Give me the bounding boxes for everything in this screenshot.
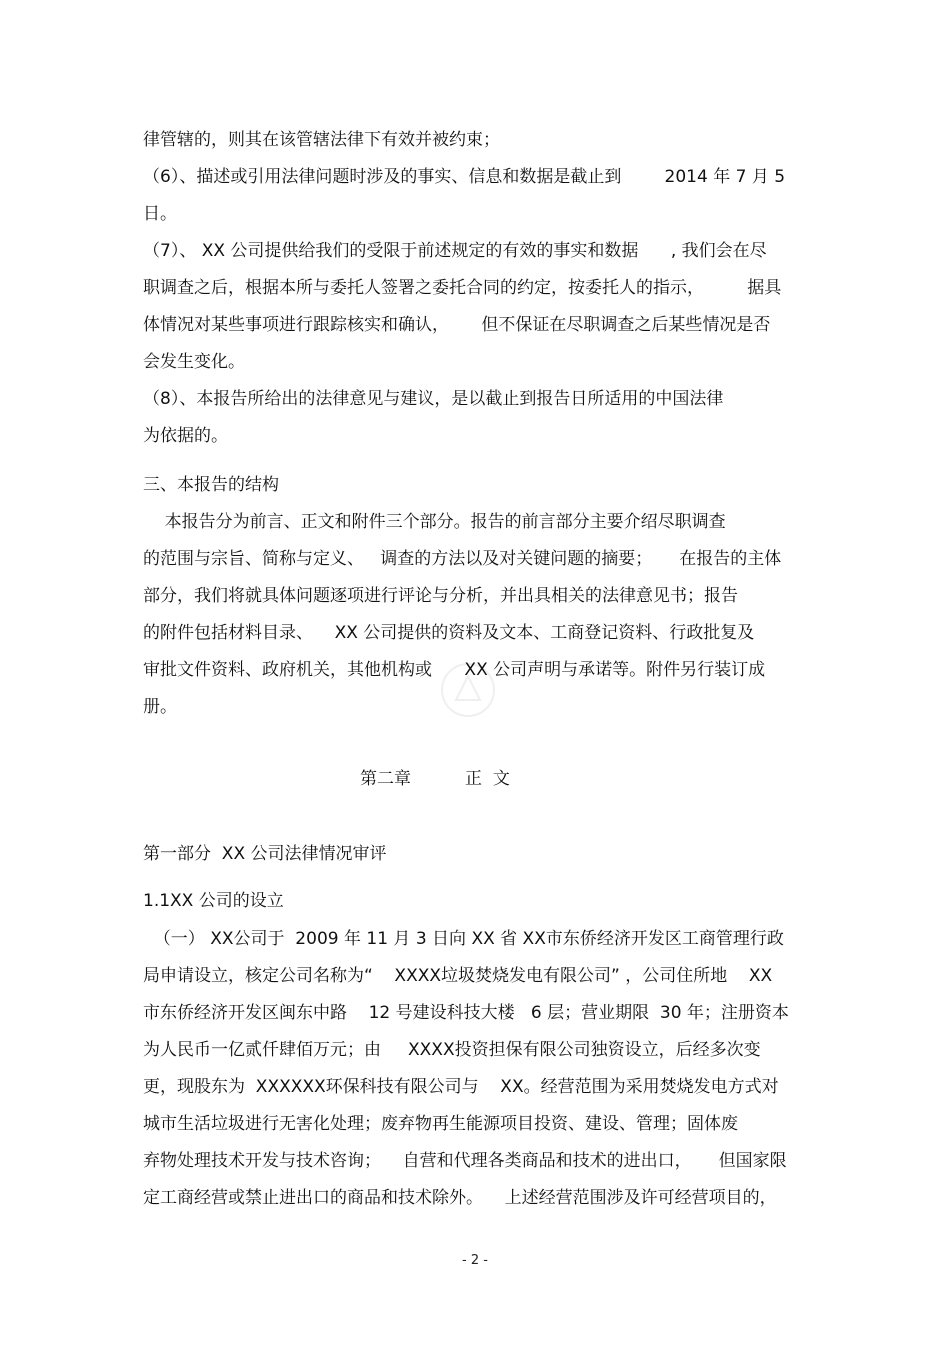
text-line: 定工商经营或禁止进出口的商品和技术除外。 上述经营范围涉及许可经营项目的， (143, 1188, 777, 1208)
text-line: 册。 (143, 697, 177, 717)
text-line: 更，现股东为 XXXXXX环保科技有限公司与 XX。经营范围为采用焚烧发电方式对 (143, 1077, 779, 1097)
text-line: 审批文件资料、政府机关，其他机构或 XX 公司声明与承诺等。附件另行装订成 (143, 660, 766, 680)
text-line: （一） XX公司于 2009 年 11 月 3 日向 XX 省 XX市东侨经济开发区工商管理行政 (143, 929, 784, 949)
page-number: - 2 - (462, 1253, 488, 1268)
text-line: 城市生活垃圾进行无害化处理；废弃物再生能源项目投资、建设、管理；固体废 (143, 1114, 738, 1134)
text-line: 的范围与宗旨、简称与定义、 调查的方法以及对关键问题的摘要； 在报告的主体 (143, 549, 782, 569)
text-line: 会发生变化。 (143, 352, 245, 372)
text-line: （6）、描述或引用法律问题时涉及的事实、信息和数据是截止到 2014 年 7 月 5 (143, 167, 786, 187)
part-heading: 第一部分 XX 公司法律情况审评 (143, 844, 387, 864)
text-line: 弃物处理技术开发与技术咨询； 自营和代理各类商品和技术的进出口， 但国家限 (143, 1151, 787, 1171)
text-line: （8）、本报告所给出的法律意见与建议，是以截止到报告日所适用的中国法律 (143, 389, 724, 409)
text-line: 律管辖的，则其在该管辖法律下有效并被约束； (143, 130, 500, 150)
text-line: 的附件包括材料目录、 XX 公司提供的资料及文本、工商登记资料、行政批复及 (143, 623, 755, 643)
text-line: 为人民币一亿贰仟肆佰万元；由 XXXX投资担保有限公司独资设立，后经多次变 (143, 1040, 761, 1060)
text-line: 体情况对某些事项进行跟踪核实和确认， 但不保证在尽职调查之后某些情况是否 (143, 315, 771, 335)
chapter-heading: 第二章 正 文 (360, 769, 510, 789)
text-line: 市东侨经济开发区闽东中路 12 号建设科技大楼 6 层；营业期限 30 年；注册资本 (143, 1003, 789, 1023)
text-line: （7）、 XX 公司提供给我们的受限于前述规定的有效的事实和数据 , 我们会在尽 (143, 241, 767, 261)
subsection-heading: 1.1XX 公司的设立 (143, 891, 284, 911)
text-line: 本报告分为前言、正文和附件三个部分。报告的前言部分主要介绍尽职调查 (143, 512, 726, 532)
watermark-icon (438, 660, 498, 720)
text-line: 职调查之后，根据本所与委托人签署之委托合同的约定，按委托人的指示， 据具 (143, 278, 782, 298)
section-heading: 三、本报告的结构 (143, 475, 279, 495)
text-line: 部分，我们将就具体问题逐项进行评论与分析，并出具相关的法律意见书；报告 (143, 586, 738, 606)
text-line: 为依据的。 (143, 426, 228, 446)
text-line: 局申请设立，核定公司名称为“ XXXX垃圾焚烧发电有限公司” ，公司住所地 XX (143, 966, 773, 986)
text-line: 日。 (143, 204, 177, 224)
